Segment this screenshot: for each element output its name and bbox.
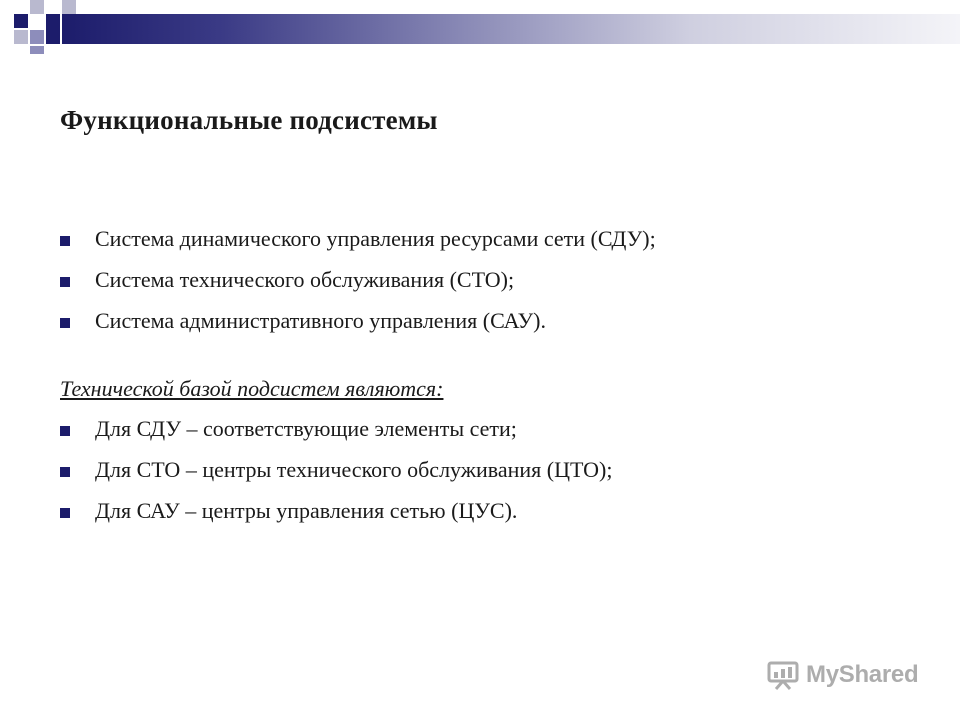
corner-square-navy-2: [46, 14, 60, 44]
square-bullet-icon: [60, 426, 70, 436]
list-item: [60, 490, 612, 531]
corner-square-lilac: [30, 30, 44, 44]
square-bullet-icon: [60, 236, 70, 246]
slide-title: Функциональные подсистемы: [60, 105, 438, 135]
base-heading: Технической базой подсистем являются:: [60, 376, 444, 401]
presentation-board-icon: [766, 660, 800, 690]
list-item-text: Система технического обслуживания (СТО);: [95, 266, 515, 292]
square-bullet-icon: [60, 467, 70, 477]
square-bullet-icon: [60, 277, 70, 287]
corner-square-gray-3: [62, 0, 76, 14]
corner-square-lilac-2: [30, 46, 44, 54]
list-item-text: Для СДУ – соответствующие элементы сети;: [95, 415, 517, 441]
systems-list: [60, 218, 656, 341]
corner-square-navy: [14, 14, 28, 28]
header-gradient-bar: [62, 14, 960, 44]
square-bullet-icon: [60, 508, 70, 518]
list-item-text: Для САУ – центры управления сетью (ЦУС).: [95, 497, 518, 523]
list-item: [60, 259, 656, 300]
square-bullet-icon: [60, 318, 70, 328]
list-item-text: Система динамического управления ресурсами сети (СДУ);: [95, 225, 656, 251]
list-item: [60, 218, 656, 259]
corner-square-gray: [30, 0, 44, 14]
corner-square-gray-2: [14, 30, 28, 44]
list-item: [60, 408, 612, 449]
list-item: [60, 300, 656, 341]
mysshared-watermark[interactable]: [766, 656, 918, 694]
list-item-text: Система административного управления (САУ).: [95, 307, 546, 333]
list-item-text: Для СТО – центры технического обслуживания (ЦТО);: [95, 456, 613, 482]
list-item: [60, 449, 612, 490]
watermark-text: MyShared: [806, 661, 919, 688]
bases-list: [60, 408, 612, 531]
